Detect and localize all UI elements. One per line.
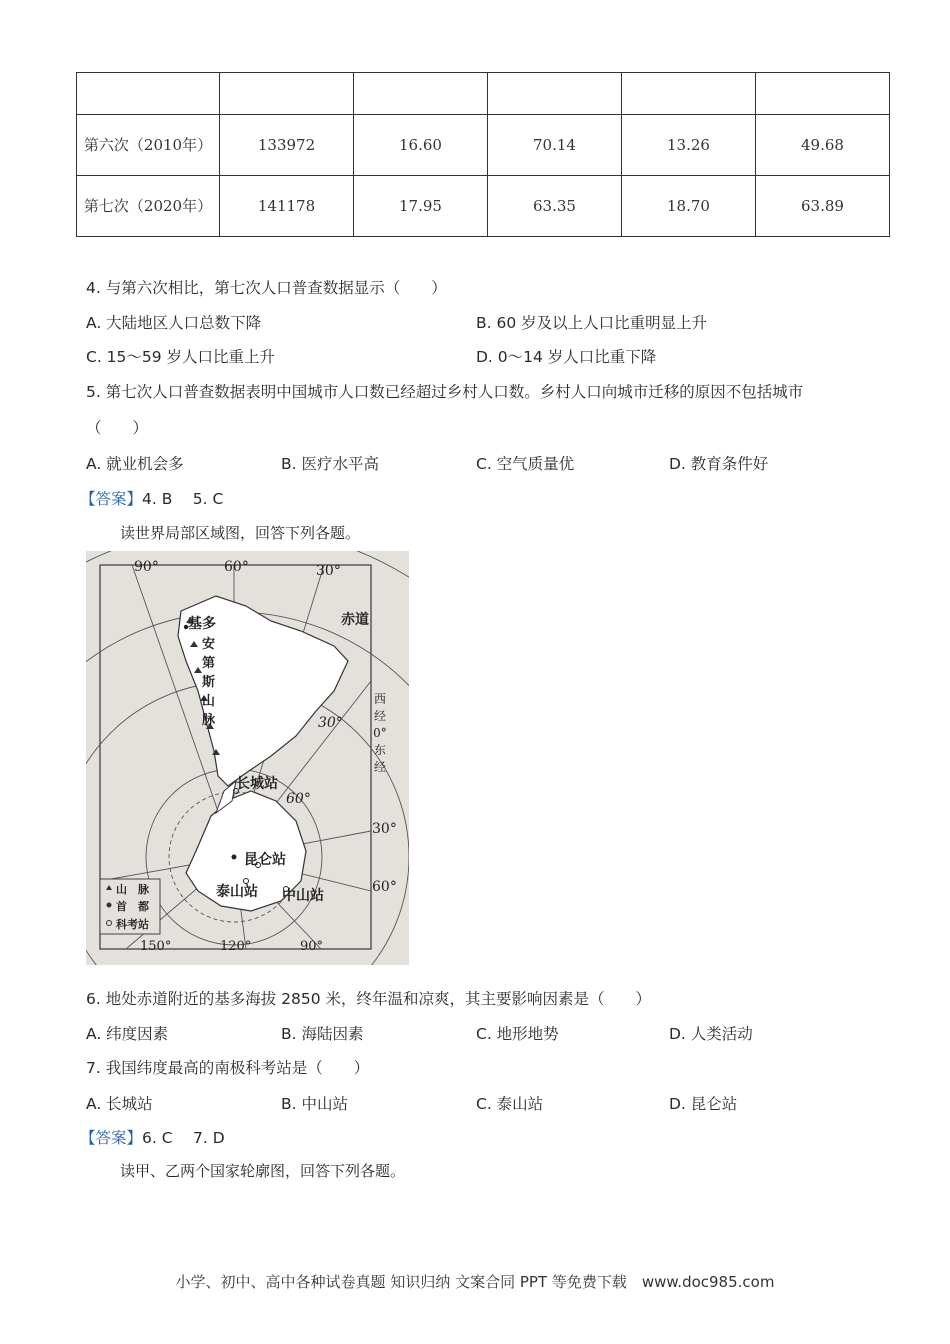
table-cell: 63.35 <box>488 176 622 237</box>
q4-option-b: B. 60 岁及以上人口比重明显上升 <box>476 314 708 332</box>
q5-option-d: D. 教育条件好 <box>669 455 769 473</box>
map-intro: 读世界局部区域图，回答下列各题。 <box>120 524 361 542</box>
table-cell: 第六次（2010年） <box>77 115 220 176</box>
label-30-top: 30° <box>316 563 341 579</box>
label-150-bottom: 150° <box>140 939 172 954</box>
legend-mountain: 山 脉 <box>116 883 149 896</box>
table-cell: 133972 <box>220 115 354 176</box>
table-row <box>77 176 890 237</box>
label-90-bottom: 90° <box>300 939 324 954</box>
label-60-top: 60° <box>224 559 249 575</box>
andes-label <box>202 635 218 730</box>
meridian-char: 经 <box>373 709 386 723</box>
andes-char: 第 <box>202 656 216 671</box>
table-cell: 13.26 <box>622 115 756 176</box>
label-30-right: 30° <box>372 821 397 837</box>
table-cell: 49.68 <box>756 115 890 176</box>
equator-label: 赤道 <box>341 612 369 628</box>
question-4-stem: 4. 与第六次相比，第七次人口普查数据显示（ ） <box>86 279 447 297</box>
meridian-char: 东 <box>373 743 386 757</box>
table-cell <box>77 73 220 115</box>
table-row <box>77 73 890 115</box>
label-60-right: 60° <box>372 879 397 895</box>
q5-option-b: B. 医疗水平高 <box>281 455 379 473</box>
table-cell <box>220 73 354 115</box>
q7-option-d: D. 昆仑站 <box>669 1095 738 1113</box>
page-footer: 小学、初中、高中各种试卷真题 知识归纳 文案合同 PPT 等免费下载 www.doc985.com <box>175 1273 775 1291</box>
question-5-stem: 5. 第七次人口普查数据表明中国城市人口数已经超过乡村人口数。乡村人口向城市迁移的原因不包括城市 <box>86 383 804 401</box>
answer-text: 6. C 7. D <box>142 1129 225 1147</box>
andes-char: 斯 <box>202 675 216 690</box>
census-table <box>76 72 890 237</box>
question-7-stem: 7. 我国纬度最高的南极科考站是（ ） <box>86 1059 370 1077</box>
quito-label: 基多 <box>188 616 216 632</box>
legend-capital: 首 都 <box>116 900 149 913</box>
table-row <box>77 115 890 176</box>
table-cell: 141178 <box>220 176 354 237</box>
question-5-paren: （ ） <box>86 419 149 437</box>
table-cell: 17.95 <box>354 176 488 237</box>
q5-option-c: C. 空气质量优 <box>476 455 575 473</box>
answer-tag: 【答案】 <box>80 490 143 508</box>
q6-option-d: D. 人类活动 <box>669 1025 753 1043</box>
q7-option-a: A. 长城站 <box>86 1095 153 1113</box>
table-cell <box>756 73 890 115</box>
q4-option-c: C. 15～59 岁人口比重上升 <box>86 348 276 366</box>
meridian-char: 西 <box>373 692 386 706</box>
answer-line-2 <box>80 1126 225 1148</box>
q6-option-a: A. 纬度因素 <box>86 1025 169 1043</box>
question-6-stem: 6. 地处赤道附近的基多海拔 2850 米，终年温和凉爽，其主要影响因素是（ ） <box>86 990 652 1008</box>
andes-char: 脉 <box>202 713 216 728</box>
answer-text: 4. B 5. C <box>142 490 224 508</box>
table-cell: 第七次（2020年） <box>77 176 220 237</box>
q7-option-c: C. 泰山站 <box>476 1095 544 1113</box>
label-90-top: 90° <box>134 559 159 575</box>
table-cell <box>622 73 756 115</box>
legend-station: 科考站 <box>116 918 149 931</box>
q5-option-a: A. 就业机会多 <box>86 455 184 473</box>
meridian-char: 经 <box>373 760 386 774</box>
answer-line-1 <box>80 487 223 509</box>
taishan-label: 泰山站 <box>216 884 258 900</box>
q6-option-b: B. 海陆因素 <box>281 1025 364 1043</box>
table-cell <box>488 73 622 115</box>
changcheng-label: 长城站 <box>236 776 278 792</box>
south-america-antarctica-map <box>86 551 409 965</box>
label-30-inner: 30° <box>318 715 343 731</box>
answer-tag: 【答案】 <box>80 1129 143 1147</box>
meridian-label <box>372 691 388 776</box>
label-120-bottom: 120° <box>220 939 252 954</box>
country-outline-intro: 读甲、乙两个国家轮廓图，回答下列各题。 <box>120 1162 406 1180</box>
table-cell: 63.89 <box>756 176 890 237</box>
q7-option-b: B. 中山站 <box>281 1095 348 1113</box>
meridian-char: 0° <box>373 726 387 740</box>
zhongshan-label: 中山站 <box>282 888 324 904</box>
label-60-inner: 60° <box>286 791 311 807</box>
table-cell: 18.70 <box>622 176 756 237</box>
q4-option-d: D. 0～14 岁人口比重下降 <box>476 348 657 366</box>
andes-char: 安 <box>202 637 216 652</box>
table-cell: 70.14 <box>488 115 622 176</box>
table-cell <box>354 73 488 115</box>
q6-option-c: C. 地形地势 <box>476 1025 559 1043</box>
andes-char: 山 <box>202 694 216 709</box>
kunlun-label: 昆仑站 <box>244 852 286 868</box>
table-cell: 16.60 <box>354 115 488 176</box>
q4-option-a: A. 大陆地区人口总数下降 <box>86 314 262 332</box>
